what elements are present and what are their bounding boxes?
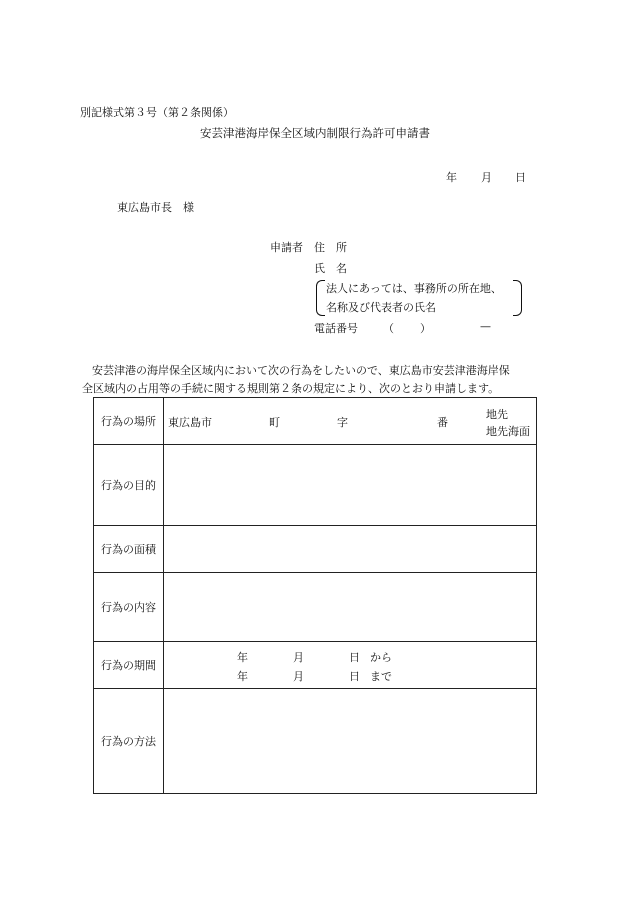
- period-from-year: 年: [237, 651, 248, 664]
- bracket-right: [513, 280, 522, 316]
- field-area[interactable]: [164, 526, 537, 573]
- name-label: 氏 名: [314, 262, 347, 275]
- date-year-label: 年: [446, 171, 457, 184]
- place-chisaki: 地先: [486, 408, 508, 421]
- field-place[interactable]: [164, 398, 537, 445]
- label-purpose: 行為の目的: [94, 445, 164, 526]
- row-method: [94, 689, 537, 794]
- date-month-label: 月: [481, 171, 492, 184]
- place-town: 町: [269, 416, 280, 429]
- application-table: [93, 397, 537, 794]
- place-aza: 字: [337, 416, 348, 429]
- row-place: [94, 398, 537, 445]
- label-content: 行為の内容: [94, 573, 164, 642]
- place-city: 東広島市: [168, 416, 212, 429]
- period-from-suffix: から: [370, 651, 392, 664]
- phone-dash: —: [480, 320, 491, 333]
- field-period[interactable]: [164, 642, 537, 689]
- field-content[interactable]: [164, 573, 537, 642]
- addressee: 東広島市長 様: [117, 201, 194, 214]
- intro-line-1: 安芸津港の海岸保全区域内において次の行為をしたいので、東広島市安芸津港海岸保: [92, 364, 510, 377]
- label-place: 行為の場所: [94, 398, 164, 445]
- label-method: 行為の方法: [94, 689, 164, 794]
- phone-label: 電話番号: [314, 322, 358, 335]
- document-title: 安芸津港海岸保全区域内制限行為許可申請書: [200, 126, 430, 140]
- corporate-note-line1: 法人にあっては、事務所の所在地、: [326, 282, 502, 295]
- row-area: [94, 526, 537, 573]
- field-purpose[interactable]: [164, 445, 537, 526]
- row-content: [94, 573, 537, 642]
- row-purpose: [94, 445, 537, 526]
- bracket-left: [316, 280, 325, 316]
- intro-line-2: 全区域内の占用等の手続に関する規則第２条の規定により、次のとおり申請します。: [82, 382, 500, 395]
- label-period: 行為の期間: [94, 642, 164, 689]
- period-to-suffix: まで: [370, 670, 392, 683]
- label-area: 行為の面積: [94, 526, 164, 573]
- phone-paren-close: ）: [420, 322, 431, 335]
- phone-paren-open: （: [383, 322, 394, 335]
- period-from-month: 月: [293, 651, 304, 664]
- row-period: [94, 642, 537, 689]
- place-ban: 番: [437, 416, 448, 429]
- address-label: 住 所: [314, 241, 347, 254]
- place-chisaki-kaimen: 地先海面: [486, 425, 530, 438]
- date-day-label: 日: [515, 171, 526, 184]
- field-method[interactable]: [164, 689, 537, 794]
- period-to-year: 年: [237, 670, 248, 683]
- period-to-month: 月: [293, 670, 304, 683]
- corporate-note-line2: 名称及び代表者の氏名: [326, 301, 436, 314]
- applicant-label: 申請者: [270, 241, 303, 254]
- form-reference: 別記様式第３号（第２条関係）: [80, 106, 234, 119]
- period-from-day: 日: [349, 651, 360, 664]
- period-to-day: 日: [349, 670, 360, 683]
